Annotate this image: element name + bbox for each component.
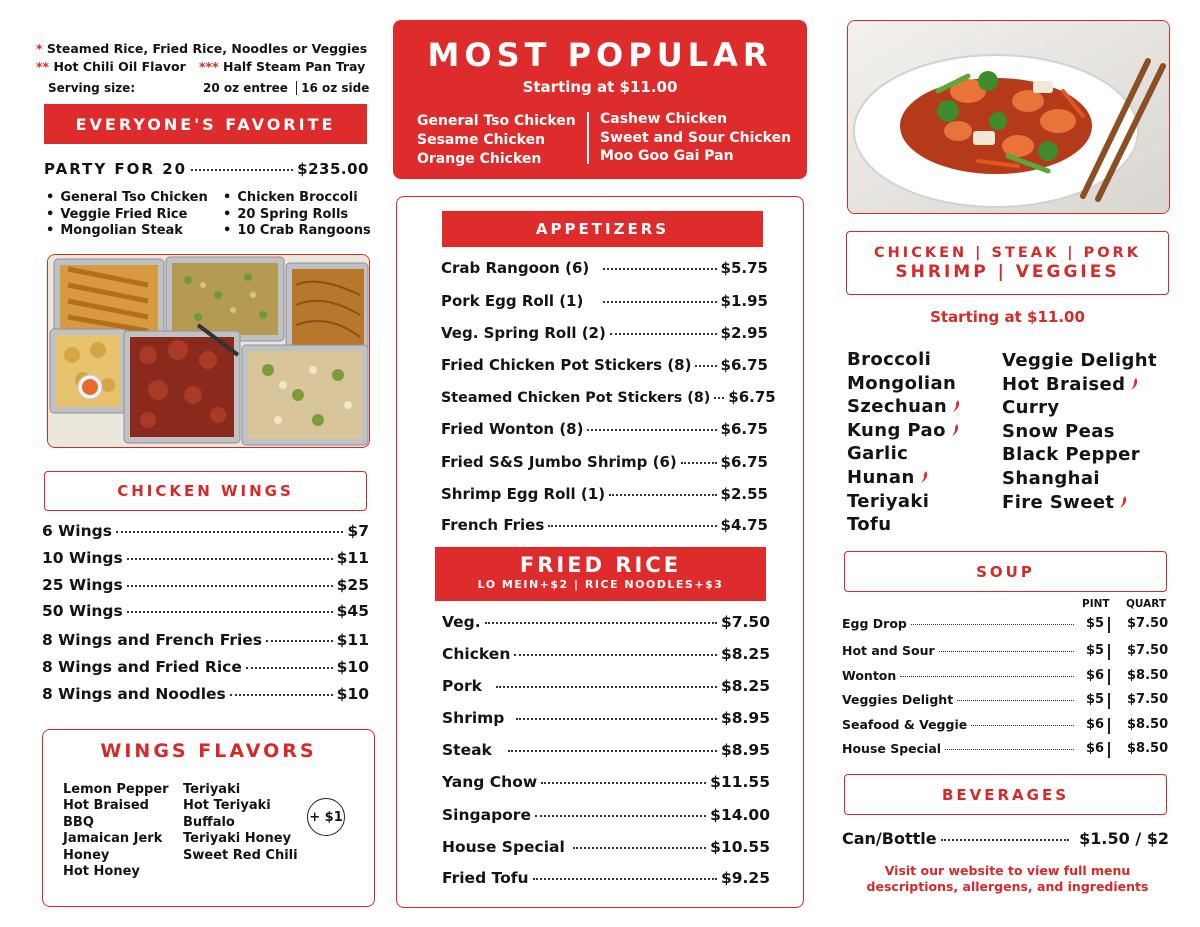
flavors-col1 — [63, 782, 169, 880]
list-item: Sweet and Sour Chicken — [600, 129, 792, 146]
legend-item-1: * Steamed Rice, Fried Rice, Noodles or Veggies — [36, 41, 368, 56]
serving-sizes: 20 oz entree 16 oz side — [203, 81, 370, 95]
table-row: 8 Wings and Noodles $10 — [42, 685, 369, 703]
list-item: Shanghai — [1002, 467, 1100, 489]
party-row: PARTY FOR 20 $235.00 — [44, 160, 369, 178]
table-row: 10 Wings $11 — [42, 549, 369, 567]
list-item: Veggie Delight — [1002, 350, 1157, 371]
serving-label: Serving size: — [48, 81, 136, 95]
list-item: Hot Teriyaki — [183, 798, 271, 814]
legend-item-3: *** Half Steam Pan Tray — [199, 59, 366, 74]
list-item: Teriyaki — [183, 782, 241, 797]
list-item: Snow Peas — [1002, 420, 1115, 442]
list-item: • Mongolian Steak — [46, 223, 208, 240]
soup-title: SOUP — [844, 551, 1167, 592]
table-row: 6 Wings $7 — [42, 522, 369, 540]
list-item: Black Pepper — [1002, 444, 1140, 466]
list-item: Honey — [63, 847, 110, 863]
chili-pepper-icon — [919, 470, 929, 484]
table-row: Pork $8.25 — [442, 677, 770, 695]
most-popular-title: MOST POPULAR — [427, 36, 773, 74]
list-item: • Veggie Fried Rice — [46, 207, 208, 224]
list-item: Broccoli — [847, 349, 932, 370]
list-item: Lemon Pepper — [63, 782, 169, 797]
table-row: Veggies Delight — [842, 692, 1078, 707]
proteins-line2: SHRIMP | VEGGIES — [895, 262, 1120, 282]
soup-quart-price: $8.50 — [1127, 668, 1169, 683]
proteins-line1: CHICKEN | STEAK | PORK — [874, 245, 1141, 261]
proteins-title-box — [846, 231, 1169, 295]
chili-pepper-icon — [1129, 377, 1139, 391]
list-item: Sweet Red Chili — [183, 847, 298, 863]
appetizers-title: APPETIZERS — [442, 211, 763, 247]
table-row: Wonton — [842, 668, 1078, 683]
list-item: Orange Chicken — [417, 151, 542, 167]
legend-item-2: ** Hot Chili Oil Flavor — [36, 59, 186, 74]
table-row: 8 Wings and Fried Rice $10 — [42, 658, 369, 676]
soup-quart-price: $7.50 — [1127, 643, 1169, 658]
soup-pint-price: $5 — [1086, 643, 1105, 658]
table-row: Chicken $8.25 — [442, 645, 770, 663]
soup-divider — [1108, 617, 1110, 633]
fried-rice-subtitle: LO MEIN+$2 | RICE NOODLES+$3 — [477, 578, 724, 591]
chili-pepper-icon — [1118, 495, 1128, 509]
soup-divider — [1108, 742, 1110, 758]
table-row: Veg. $7.50 — [442, 613, 770, 631]
table-row: Fried Wonton (8) $6.75 — [441, 420, 768, 438]
soup-quart-price: $7.50 — [1127, 692, 1169, 707]
list-item: • 20 Spring Rolls — [223, 207, 371, 224]
soup-divider — [1108, 669, 1110, 685]
table-row: Steamed Chicken Pot Stickers (8) $6.75 — [441, 388, 776, 406]
list-item: Moo Goo Gai Pan — [600, 148, 734, 164]
soup-divider — [1108, 693, 1110, 709]
table-row: Shrimp Egg Roll (1) $2.55 — [441, 485, 768, 503]
table-row: House Special $10.55 — [442, 838, 770, 856]
table-row: 50 Wings $45 — [42, 602, 369, 620]
party-list-col1 — [46, 190, 208, 240]
list-item: • General Tso Chicken — [46, 190, 208, 207]
soup-divider — [1108, 644, 1110, 660]
table-row: 8 Wings and French Fries $11 — [42, 631, 369, 649]
table-row: House Special — [842, 741, 1078, 756]
list-item: Jamaican Jerk — [63, 831, 163, 847]
list-item: Garlic — [847, 443, 909, 465]
list-item: Hot Honey — [63, 864, 140, 880]
list-item: Buffalo — [183, 814, 235, 830]
soup-quart-price: $7.50 — [1127, 616, 1169, 631]
table-row: Singapore $14.00 — [442, 806, 770, 824]
list-item: Cashew Chicken — [600, 111, 728, 127]
popular-divider — [587, 112, 589, 164]
shrimp-dish-image — [848, 21, 1170, 214]
beverages-title: BEVERAGES — [844, 774, 1167, 815]
popular-col1 — [417, 112, 576, 169]
popular-col2 — [600, 110, 791, 166]
wings-flavors-panel — [42, 729, 375, 907]
list-item: Mongolian — [847, 372, 957, 394]
list-item: Curry — [1002, 397, 1060, 419]
proteins-starting: Starting at $11.00 — [930, 308, 1085, 326]
beverage-row: Can/Bottle $1.50 / $2 — [842, 829, 1169, 848]
list-item: Teriyaki Honey — [183, 831, 292, 847]
fried-rice-banner — [435, 547, 766, 601]
footer-note: Visit our website to view full menu descriptions, allergens, and ingredients — [866, 863, 1149, 894]
flavors-col2 — [183, 782, 298, 864]
party-trays-image — [48, 255, 370, 448]
table-row: Hot and Sour — [842, 643, 1078, 658]
everyone-favorite-title: EVERYONE'S FAVORITE — [44, 104, 367, 144]
soup-pint-price: $6 — [1086, 668, 1105, 683]
list-item: Hot Braised — [63, 798, 149, 814]
list-item: • 10 Crab Rangoons — [223, 223, 371, 240]
chicken-wings-title: CHICKEN WINGS — [44, 471, 367, 511]
chili-pepper-icon — [951, 399, 961, 413]
soup-quart-price: $8.50 — [1127, 741, 1169, 756]
soup-quart-header: QUART — [1126, 598, 1167, 610]
wings-flavors-title: WINGS FLAVORS — [100, 740, 317, 762]
table-row: Seafood & Veggie — [842, 717, 1078, 732]
list-item: Teriyaki — [847, 490, 930, 512]
table-row: Pork Egg Roll (1) $1.95 — [441, 292, 768, 310]
list-item: • Chicken Broccoli — [223, 190, 371, 207]
table-row: Egg Drop — [842, 616, 1078, 631]
table-row: Fried S&S Jumbo Shrimp (6) $6.75 — [441, 453, 768, 471]
list-item: BBQ — [63, 814, 94, 830]
party-trays-photo — [47, 254, 370, 448]
table-row: 25 Wings $25 — [42, 576, 369, 594]
table-row: Fried Chicken Pot Stickers (8) $6.75 — [441, 356, 768, 374]
list-item: Tofu — [847, 514, 892, 536]
fried-rice-title: FRIED RICE — [519, 553, 682, 577]
soup-pint-price: $5 — [1086, 616, 1105, 631]
soup-pint-header: PINT — [1082, 598, 1110, 610]
list-item: Kung Pao — [847, 419, 961, 443]
table-row: Veg. Spring Roll (2) $2.95 — [441, 324, 768, 342]
chili-pepper-icon — [950, 423, 960, 437]
party-list-col2 — [223, 190, 371, 240]
extra-charge-badge: + $1 — [307, 798, 345, 836]
entree-col2 — [1002, 349, 1157, 514]
soup-pint-price: $5 — [1086, 692, 1105, 707]
most-popular-subtitle: Starting at $11.00 — [522, 78, 678, 96]
soup-divider — [1108, 718, 1110, 734]
list-item: Hunan — [847, 466, 961, 490]
soup-quart-price: $8.50 — [1127, 717, 1169, 732]
table-row: Yang Chow $11.55 — [442, 773, 770, 791]
most-popular-panel — [393, 20, 807, 179]
list-item: Hot Braised — [1002, 373, 1157, 397]
list-item: General Tso Chicken — [417, 113, 576, 129]
table-row: Shrimp $8.95 — [442, 709, 770, 727]
list-item: Fire Sweet — [1002, 491, 1157, 515]
list-item: Szechuan — [847, 395, 961, 419]
entree-col1 — [847, 348, 961, 537]
table-row: Fried Tofu $9.25 — [442, 869, 770, 887]
table-row: French Fries $4.75 — [441, 516, 768, 534]
table-row: Crab Rangoon (6) $5.75 — [441, 259, 768, 277]
soup-pint-price: $6 — [1086, 741, 1105, 756]
soup-pint-price: $6 — [1086, 717, 1105, 732]
list-item: Sesame Chicken — [417, 132, 546, 148]
shrimp-dish-photo — [847, 20, 1170, 214]
table-row: Steak $8.95 — [442, 741, 770, 759]
